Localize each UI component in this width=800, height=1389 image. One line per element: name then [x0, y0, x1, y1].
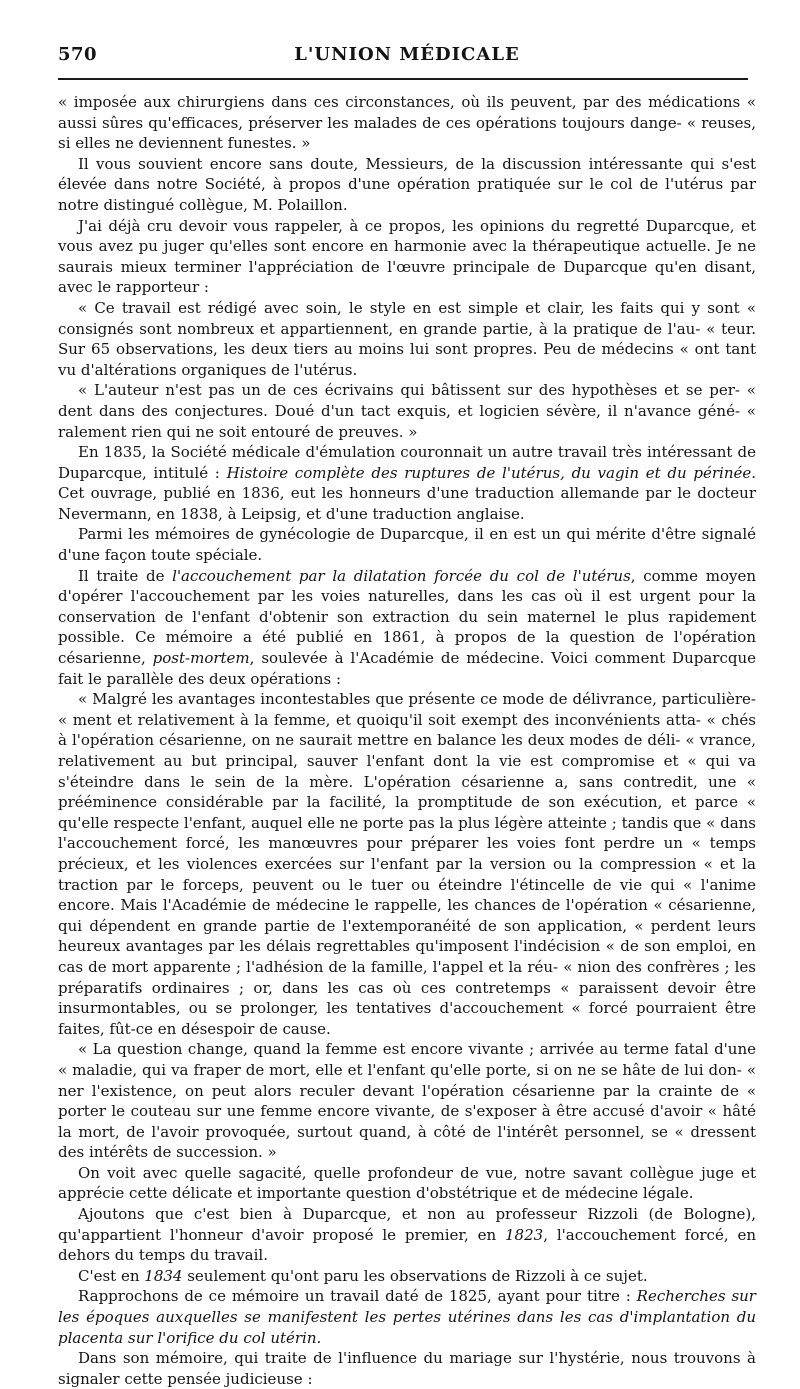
page-number: 570 [58, 44, 98, 65]
paragraph-gynecologie: Parmi les mémoires de gynécologie de Duparcque, il en est un qui mérite d'être signalé d'une façon toute spéciale. [58, 525, 756, 565]
paragraph-rizzoli-pre: Ajoutons que c'est bien à Duparcque, et non au professeur Rizzoli (de Bologne), qu'appartient l'honneur d'avoir proposé le premier, en [58, 1205, 756, 1244]
paragraph-hysterie: Dans son mémoire, qui traite de l'influence du mariage sur l'hystérie, nous trouvons à signaler cette pensée judicieuse : [58, 1349, 756, 1388]
paragraph-dilatation [58, 566, 756, 690]
paragraph-ruptures [58, 442, 756, 524]
paragraph-rizzoli-post: , l'accouchement forcé, en dehors du temps du travail. [58, 1225, 756, 1265]
running-title: L'UNION MÉDICALE [294, 44, 520, 65]
year-1834: 1834 [144, 1266, 183, 1285]
paragraph-3: J'ai déjà cru devoir vous rappeler, à ce propos, les opinions du regretté Duparcque, et vous avez pu juger qu'elles sont encore en harmonie avec la thérapeutique actuelle. Je ne saurais mieux terminer l'appréciation de l'œuvre principale de Duparcque qu'en disant, avec le rapporteur : [58, 216, 756, 297]
ruptures-title: Histoire complète des ruptures de l'utérus, du vagin et du périnée. [226, 463, 756, 482]
paragraph-2: Il vous souvient encore sans doute, Messieurs, de la discussion intéressante qui s'est élevée dans notre Société, à propos d'une opération pratiquée sur le col de l'utérus par notre distingué collègue, M. Polaillon. [58, 154, 756, 214]
year-1823: 1823 [505, 1225, 544, 1244]
quote-paragraph-3: « Malgré les avantages incontestables que présente ce mode de délivrance, particulière- « ment et relativement à la femme, et quoiqu'il soit exempt des inconvénients atta- « chés à l'opération césarienne, on ne saurait mettre en balance les deux modes de déli- « vrance, relativement au but principal, sauver l'enfant dont la vie est compromise et « qui va s'éteindre dans le sein de la mère. L'opération césarienne a, sans contredit, une « prééminence considérable par la facilité, la promptitude de son exécution, et parce « qu'elle respecte l'enfant, auquel elle ne porte pas la plus légère atteinte ; tandis que « dans l'accouchement forcé, les manœuvres pour préparer les voies font perdre un « temps précieux, et les violences exercées sur l'enfant par la version ou la compression « et la traction par le forceps, peuvent ou le tuer ou éteindre l'étincelle de vie qui « l'anime encore. Mais l'Académie de médecine le rappelle, les chances de l'opération « césarienne, qui dépendent en grande partie de l'extemporanéité de son application, « perdent leurs heureux avantages par les délais regrettables qu'imposent l'indécision « de son emploi, en cas de mort apparente ; l'adhésion de la famille, l'appel et la réu- « nion des confrères ; les préparatifs ordinaires ; or, dans les cas où ces contretemps « paraissent devoir être insurmontables, ou se prolonger, les tentatives d'accouchement « forcé pourraient être faites, fût-ce en désespoir de cause. [58, 690, 756, 1038]
paragraph-dilatation-post: , soulevée à l'Académie de médecine. Voici comment Duparcque fait le parallèle des deux opérations : [58, 649, 757, 688]
paragraph-ruptures-post: Cet ouvrage, publié en 1836, eut les honneurs d'une traduction allemande par le docteur Nevermann, en 1838, à Leipsig, et d'une traduction anglaise. [58, 484, 756, 523]
paragraph-1834-post: seulement qu'ont paru les observations de Rizzoli à ce sujet. [182, 1266, 648, 1285]
dilatation-title: l'accouchement par la dilatation forcée du col de l'utérus [172, 566, 631, 585]
paragraph-dilatation-mid: , comme moyen d'opérer l'accouchement par les voies naturelles, dans les cas où il est urgent pour la conservation de l'enfant d'obtenir son extraction du sein maternel le plus rapidement possible. Ce mémoire a été publié en 1861, à propos de la question de l'opération césarienne, [58, 566, 756, 668]
quote-paragraph-1: « Ce travail est rédigé avec soin, le style en est simple et clair, les faits qui y sont « consignés sont nombreux et appartiennent, en grande partie, à la pratique de l'au- « teur. Sur 65 observations, les deux tiers au moins lui sont propres. Peu de médecins « ont tant vu d'altérations organiques de l'utérus. [58, 298, 756, 379]
paragraph-recherches [58, 1286, 756, 1348]
paragraph-1834-pre: C'est en [78, 1266, 145, 1285]
paragraph-dilatation-pre: Il traite de [78, 566, 173, 585]
header-rule [58, 78, 748, 80]
paragraph-rizzoli [58, 1204, 756, 1266]
paragraph-recherches-pre: Rapprochons de ce mémoire un travail daté de 1825, ayant pour titre : [78, 1287, 637, 1306]
post-mortem-term: post-mortem [152, 649, 250, 668]
quote-paragraph-2: « L'auteur n'est pas un de ces écrivains qui bâtissent sur des hypothèses et se per- « dent dans des conjectures. Doué d'un tact exquis, et logicien sévère, il n'avance géné- « ralement rien qui ne soit entouré de preuves. » [58, 381, 756, 441]
quote-paragraph-4: « La question change, quand la femme est encore vivante ; arrivée au terme fatal d'une « maladie, qui va fraper de mort, elle et l'enfant qu'elle porte, si on ne se hâte de lui don- « ner l'existence, on peut alors reculer devant l'opération césarienne par la crainte de « porter le couteau sur une femme encore vivante, de s'exposer à être accusé d'avoir « hâté la mort, de l'avoir provoquée, surtout quand, à côté de l'intérêt personnel, se « dressent des intérêts de succession. » [58, 1040, 756, 1162]
paragraph-ruptures-pre: En 1835, la Société médicale d'émulation couronnait un autre travail très intéressant de Duparcque, intitulé : [58, 443, 756, 482]
paragraph-sagacite: On voit avec quelle sagacité, quelle profondeur de vue, notre savant collègue juge et apprécie cette délicate et importante question d'obstétrique et de médecine légale. [58, 1163, 756, 1203]
paragraph-1: « imposée aux chirurgiens dans ces circonstances, où ils peuvent, par des médications « aussi sûres qu'efficaces, préserver les malades de ces opérations toujours dange- « reuses, si elles ne deviennent funestes. » [58, 93, 756, 153]
paragraph-1834 [58, 1266, 756, 1287]
page-header [58, 38, 756, 66]
article-body [58, 92, 756, 1389]
recherches-title: Recherches sur les époques auxquelles se manifestent les pertes utérines dans les cas d'implantation du placenta sur l'orifice du col utérin. [58, 1287, 756, 1347]
